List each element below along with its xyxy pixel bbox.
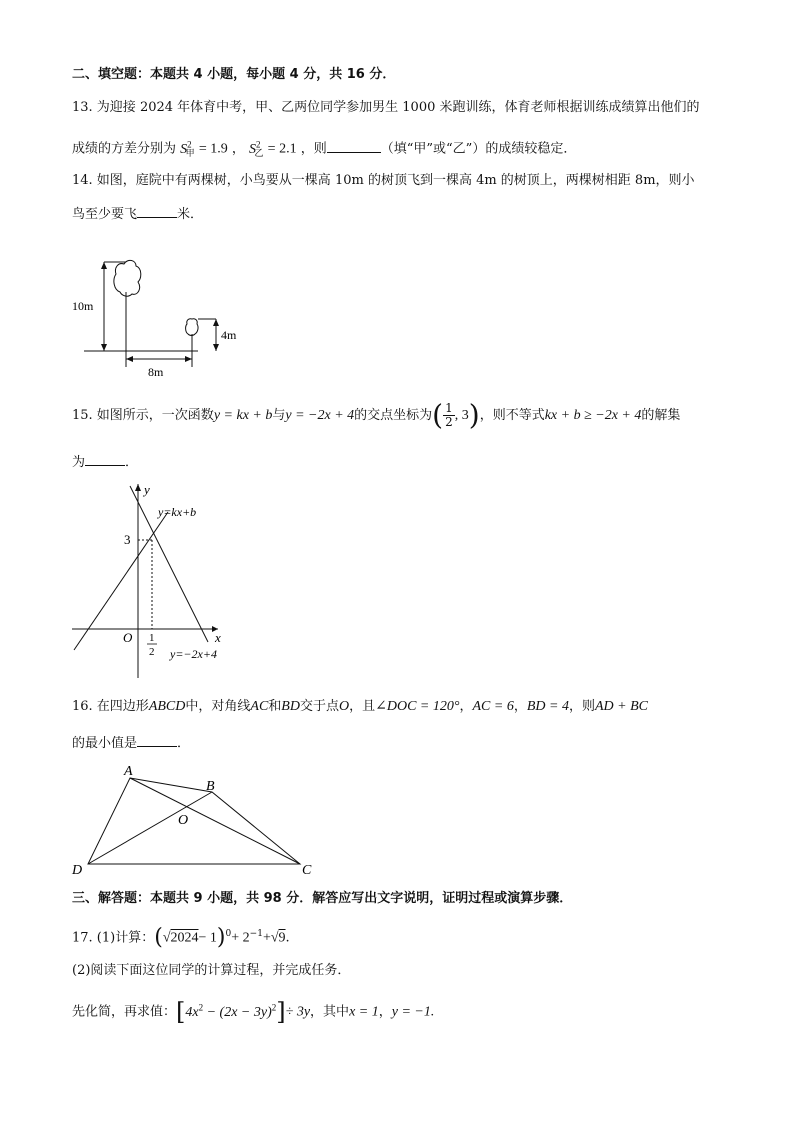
label-line-neg2x: y=−2x+4 (170, 647, 217, 661)
q15-answer-blank[interactable] (85, 453, 125, 466)
q13-line2 (72, 135, 576, 162)
q14-answer-blank[interactable] (137, 205, 177, 218)
label-4m: 4m (221, 328, 237, 342)
short-tree-crown (186, 319, 198, 336)
point-c: C (302, 863, 312, 878)
q15-line2: 为 ． (72, 455, 139, 470)
q15-text-a: 15. 如图所示，一次函数 (72, 408, 214, 423)
quadrilateral-abcd (88, 778, 300, 864)
q16-abcd: ABCD (148, 699, 186, 714)
q16-quadrilateral-figure (66, 758, 326, 880)
label-line-kx-b: y=kx+b (158, 505, 197, 519)
q14-line1: 14. 如图，庭院中有两棵树，小鸟要从一棵高 10m 的树顶飞到一棵高 4m 的树顶上，两棵树相距 8m，则小 (72, 173, 695, 188)
q16-line2: 的最小值是 ． (72, 736, 191, 751)
q15-text-b: 与 (272, 408, 286, 423)
point-a: A (124, 764, 133, 779)
q17-part2: (2)阅读下面这位同学的计算过程，并完成任务． (72, 963, 351, 978)
q13-text-a: 成绩的方差分别为 (72, 141, 177, 157)
q13-sep: ， (231, 141, 245, 157)
point-o: O (178, 813, 189, 828)
q13-s-yi: $S^2_乙$ (249, 139, 264, 159)
q13-answer-blank[interactable] (327, 140, 381, 153)
q15-eq1: y = kx + b (213, 408, 273, 423)
q15-graph-figure (68, 478, 238, 682)
q15-text-d: ，则不等式 (479, 408, 545, 423)
q15-frac-half: $\frac{1}{2}$ (445, 401, 453, 429)
q15-text-c: 的交点坐标为 (354, 408, 433, 423)
q13-text-b: ，则 (300, 141, 327, 157)
label-8m: 8m (148, 365, 164, 379)
q14-tree-figure (70, 252, 250, 384)
y-axis-label: y (144, 482, 150, 497)
section-3-heading: 三、解答题：本题共 9 小题，共 98 分．解答应写出文字说明，证明过程或演算步骤． (72, 891, 573, 906)
point-b: B (206, 779, 215, 794)
q17-sqrt-2024: 2024 (170, 930, 199, 946)
label-half-num: 1 (149, 632, 155, 644)
label-half-den: 2 (149, 646, 155, 658)
point-d: D (72, 863, 83, 878)
q13-line1: 13. 为迎接 2024 年体育中考，甲、乙两位同学参加男生 1000 米跑训练，体育老师根据训练成绩算出他们的 (72, 100, 700, 115)
origin-label: O (123, 630, 133, 645)
q13-text-c: （填“甲”或“乙”）的成绩较稳定． (380, 141, 577, 157)
q16-answer-blank[interactable] (137, 734, 177, 747)
q13-val-jia: = 1.9 (198, 141, 228, 157)
label-10m: 10m (72, 299, 94, 313)
q13-val-yi: = 2.1 (267, 141, 297, 157)
label-three: 3 (124, 532, 131, 547)
q17-part1: 17. (1)计算：$(√2024- 1)^0+ 2^{-1}+√9$. (72, 924, 290, 950)
q15-line1: 15. 如图所示，一次函数y = kx + b与y = −2x + 4的交点坐标为( $\frac{1}{2}$ , 3)，则不等式kx + b ≥ −2x + 4的解集 (72, 398, 681, 432)
q13-s-jia: $S^2_甲$ (180, 139, 195, 159)
q14-text-b: 米． (177, 207, 204, 222)
tall-tree-crown (114, 260, 141, 296)
diagonal-bd (88, 792, 212, 864)
q14-line2 (72, 205, 203, 224)
q15-text-e: 的解集 (641, 408, 681, 423)
q15-ineq: kx + b ≥ −2x + 4 (544, 408, 642, 423)
section-2-heading: 二、填空题：本题共 4 小题，每小题 4 分，共 16 分． (72, 67, 396, 82)
x-axis-label: x (215, 630, 221, 645)
q17-sqrt-9: 9 (278, 930, 286, 946)
q14-text-a: 鸟至少要飞 (72, 207, 138, 222)
q16-angle: ∠DOC = 120° (375, 699, 460, 714)
q17-part3: 先化简，再求值：$[4x^2 - (2x - 3y)^2]\div 3y$，其中x = 1，y = −1. (72, 998, 435, 1027)
q17-expr: $4x^2 - (2x - 3y)^2$ (185, 1002, 277, 1020)
q15-eq2: y = −2x + 4 (285, 408, 355, 423)
diagonal-ac (130, 778, 300, 864)
q16-line1: 16. 在四边形ABCD中，对角线AC和BD交于点O，且∠DOC = 120°，AC = 6，BD = 4，则AD + BC (72, 699, 648, 714)
